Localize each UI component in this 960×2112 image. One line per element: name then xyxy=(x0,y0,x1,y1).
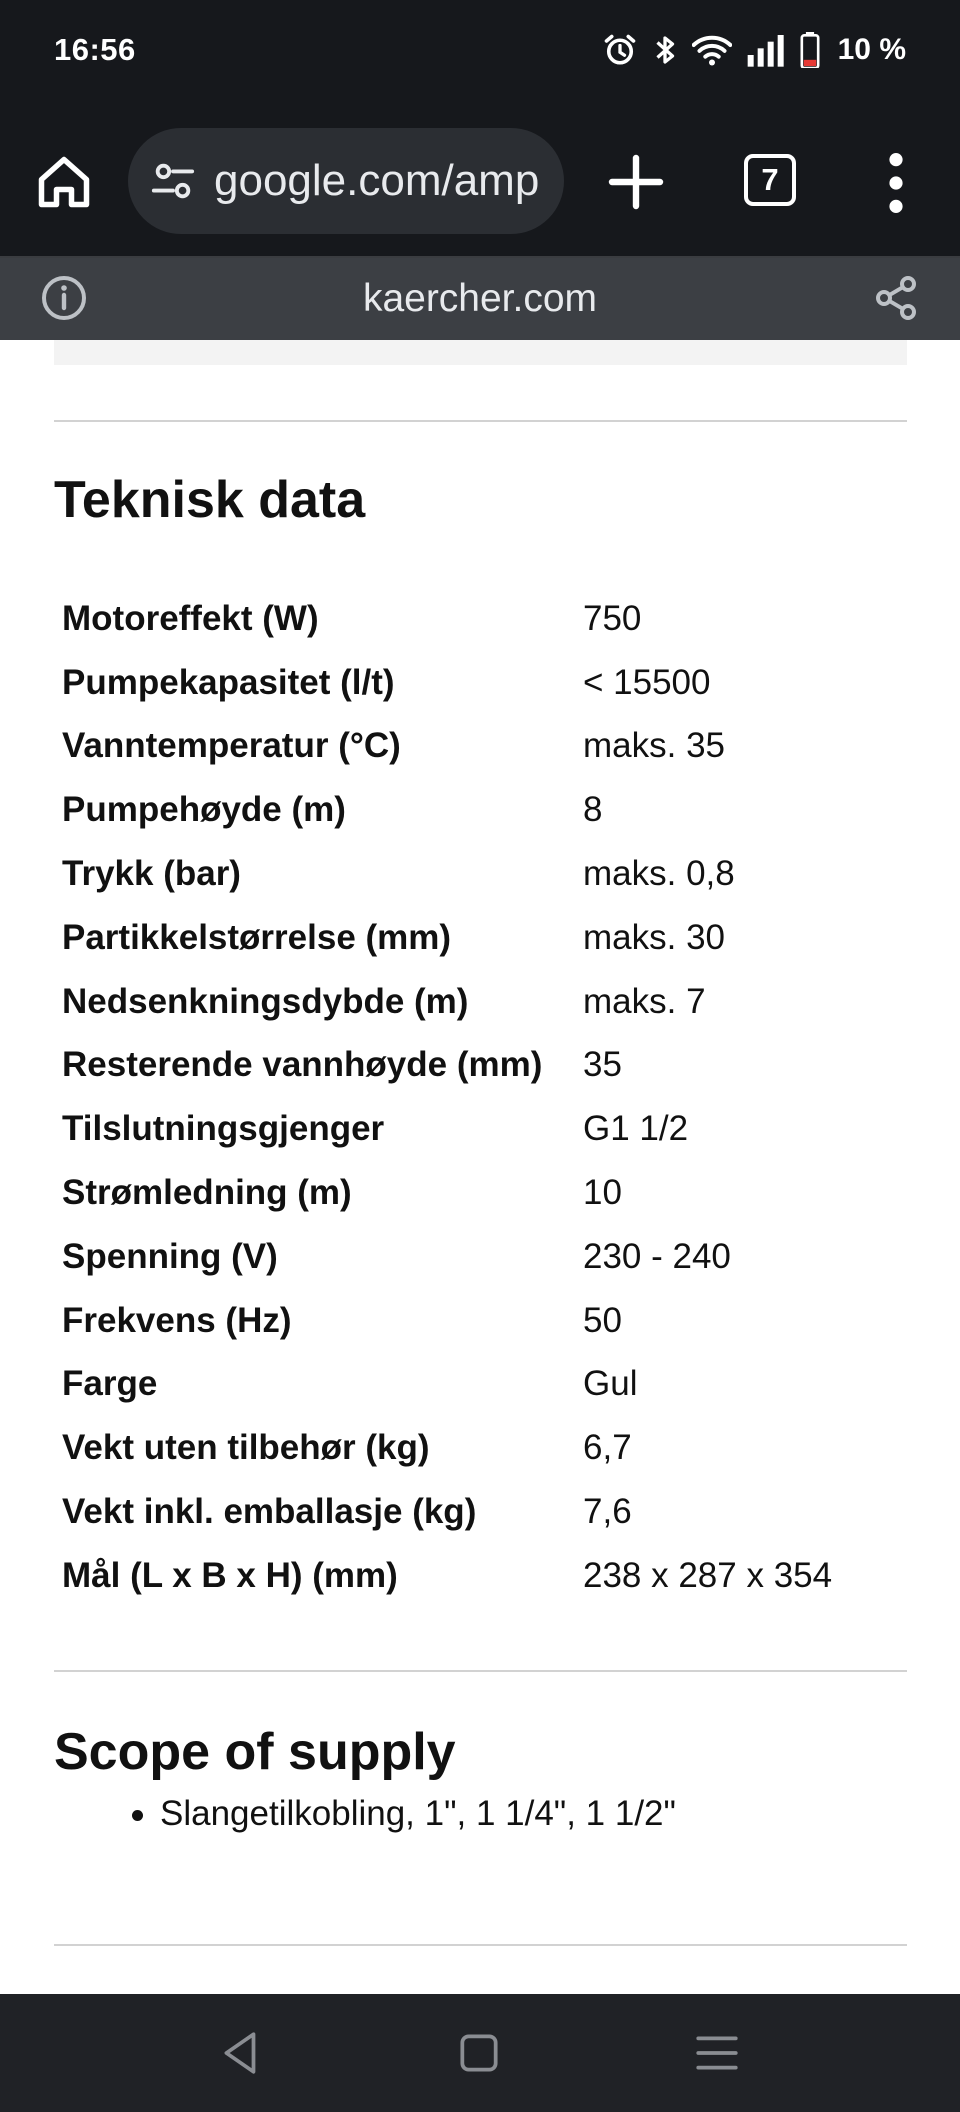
more-vert-icon[interactable] xyxy=(878,150,914,216)
status-time: 16:56 xyxy=(54,32,136,67)
spec-row xyxy=(54,906,907,970)
spec-label: Vanntemperatur (°C) xyxy=(62,726,401,766)
recents-icon[interactable] xyxy=(692,2028,742,2078)
spec-value: 750 xyxy=(583,598,642,638)
spec-row xyxy=(54,1544,907,1608)
spec-label: Resterende vannhøyde (mm) xyxy=(62,1045,543,1085)
spec-label: Partikkelstørrelse (mm) xyxy=(62,917,452,957)
spec-value: maks. 30 xyxy=(583,917,725,957)
alarm-icon xyxy=(602,32,638,68)
spec-label: Vekt uten tilbehør (kg) xyxy=(62,1428,430,1468)
share-icon[interactable] xyxy=(872,274,920,322)
previous-section-strip xyxy=(54,340,907,365)
spec-value: maks. 35 xyxy=(583,726,725,766)
tabs-icon[interactable]: 7 xyxy=(744,154,796,206)
home-square-icon[interactable] xyxy=(454,2028,504,2078)
spec-label: Pumpehøyde (m) xyxy=(62,790,346,830)
spec-label: Strømledning (m) xyxy=(62,1173,352,1213)
signal-icon xyxy=(746,33,786,67)
spec-row xyxy=(54,651,907,715)
amp-header xyxy=(0,258,960,340)
browser-toolbar xyxy=(0,108,960,258)
spec-label: Pumpekapasitet (l/t) xyxy=(62,662,395,702)
spec-label: Mål (L x B x H) (mm) xyxy=(62,1555,398,1595)
spec-value: 50 xyxy=(583,1300,622,1340)
spec-value: 230 - 240 xyxy=(583,1236,731,1276)
spec-value: G1 1/2 xyxy=(583,1109,689,1149)
address-bar[interactable] xyxy=(128,128,564,234)
spec-row xyxy=(54,1161,907,1225)
divider xyxy=(54,420,907,422)
status-bar xyxy=(0,0,960,108)
scope-of-supply-title: Scope of supply xyxy=(54,1723,456,1781)
spec-label: Tilslutningsgjenger xyxy=(62,1109,385,1149)
spec-value: 35 xyxy=(583,1045,622,1085)
spec-row xyxy=(54,1480,907,1544)
spec-row xyxy=(54,1416,907,1480)
url-text[interactable]: google.com/amp xyxy=(214,156,540,205)
spec-value: 7,6 xyxy=(583,1492,632,1532)
supply-item: Slangetilkobling, 1", 1 1/4", 1 1/2" xyxy=(54,1786,676,1842)
bluetooth-icon xyxy=(652,32,678,68)
spec-value: maks. 7 xyxy=(583,981,706,1021)
spec-row xyxy=(54,1289,907,1353)
spec-label: Nedsenkningsdybde (m) xyxy=(62,981,469,1021)
spec-label: Frekvens (Hz) xyxy=(62,1300,292,1340)
spec-value: 6,7 xyxy=(583,1428,632,1468)
divider xyxy=(54,1944,907,1946)
spec-row xyxy=(54,1353,907,1417)
spec-label: Trykk (bar) xyxy=(62,854,241,894)
spec-row xyxy=(54,970,907,1034)
spec-row xyxy=(54,715,907,779)
spec-value: < 15500 xyxy=(583,662,711,702)
spec-row xyxy=(54,1225,907,1289)
spec-value: 10 xyxy=(583,1173,622,1213)
back-icon[interactable] xyxy=(216,2028,266,2078)
plus-icon[interactable] xyxy=(604,150,668,214)
spec-table xyxy=(54,587,907,1608)
spec-label: Vekt inkl. emballasje (kg) xyxy=(62,1492,477,1532)
system-nav-bar xyxy=(0,1994,960,2112)
page-content xyxy=(0,340,960,1994)
spec-label: Farge xyxy=(62,1364,158,1404)
spec-value: maks. 0,8 xyxy=(583,854,735,894)
spec-row xyxy=(54,778,907,842)
spec-row xyxy=(54,1097,907,1161)
spec-value: Gul xyxy=(583,1364,638,1404)
spec-label: Motoreffekt (W) xyxy=(62,598,319,638)
spec-value: 238 x 287 x 354 xyxy=(583,1555,833,1595)
battery-percentage: 10 % xyxy=(837,33,906,66)
spec-row xyxy=(54,587,907,651)
tech-data-title: Teknisk data xyxy=(54,471,366,529)
supply-list xyxy=(54,1786,676,1842)
spec-label: Spenning (V) xyxy=(62,1236,278,1276)
amp-domain[interactable]: kaercher.com xyxy=(362,277,598,320)
battery-icon xyxy=(800,32,820,68)
wifi-icon xyxy=(692,33,732,67)
spec-row xyxy=(54,1034,907,1098)
info-icon[interactable] xyxy=(40,274,88,322)
home-icon[interactable] xyxy=(34,152,94,212)
spec-row xyxy=(54,842,907,906)
status-icons xyxy=(602,30,906,70)
spec-value: 8 xyxy=(583,790,603,830)
site-settings-icon[interactable] xyxy=(150,158,196,204)
divider xyxy=(54,1670,907,1672)
